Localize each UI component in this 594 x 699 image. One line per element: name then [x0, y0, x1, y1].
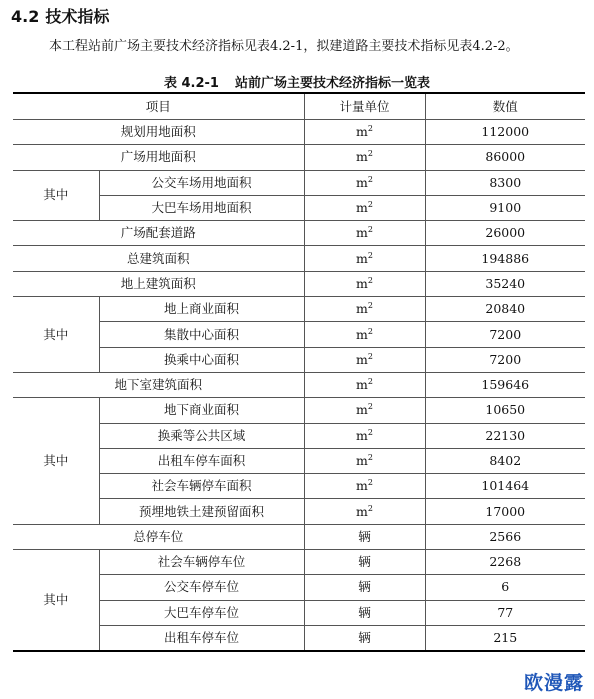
row-item: 预埋地铁土建预留面积	[99, 499, 304, 524]
row-item: 公交车停车位	[99, 575, 304, 600]
table-caption-title: 站前广场主要技术经济指标一览表	[234, 76, 430, 91]
row-unit: $m^2$	[304, 372, 425, 397]
row-unit: $m^2$	[304, 398, 425, 423]
row-item: 地上建筑面积	[13, 271, 304, 296]
row-unit: 辆	[304, 550, 425, 575]
table-row	[13, 625, 585, 651]
row-unit: $m^2$	[304, 322, 425, 347]
tech-indicator-table	[13, 92, 585, 652]
row-item: 总停车位	[13, 524, 304, 549]
row-item: 社会车辆停车位	[99, 550, 304, 575]
table-row	[13, 195, 585, 220]
row-item: 大巴车停车位	[99, 600, 304, 625]
row-item: 出租车停车面积	[99, 448, 304, 473]
row-unit: 辆	[304, 575, 425, 600]
row-value: 159646	[425, 372, 585, 397]
row-item: 地上商业面积	[99, 297, 304, 322]
row-value: 86000	[425, 145, 585, 170]
header-item: 项目	[13, 93, 304, 120]
row-unit: $m^2$	[304, 347, 425, 372]
header-value: 数值	[425, 93, 585, 120]
row-unit: $m^2$	[304, 170, 425, 195]
row-value: 20840	[425, 297, 585, 322]
row-item: 总建筑面积	[13, 246, 304, 271]
table-row	[13, 246, 585, 271]
table-row	[13, 271, 585, 296]
row-unit: $m^2$	[304, 145, 425, 170]
group-label: 其中	[13, 398, 99, 524]
row-value: 2566	[425, 524, 585, 549]
table-row	[13, 145, 585, 170]
watermark-logo: 欧漫露	[522, 668, 586, 695]
row-unit: $m^2$	[304, 297, 425, 322]
table-row	[13, 600, 585, 625]
row-item: 集散中心面积	[99, 322, 304, 347]
row-value: 6	[425, 575, 585, 600]
row-unit: 辆	[304, 524, 425, 549]
row-item: 地下商业面积	[99, 398, 304, 423]
row-value: 35240	[425, 271, 585, 296]
row-unit: $m^2$	[304, 423, 425, 448]
row-value: 10650	[425, 398, 585, 423]
table-row	[13, 524, 585, 549]
section-heading	[11, 4, 109, 27]
table-row	[13, 170, 585, 195]
row-unit: $m^2$	[304, 246, 425, 271]
row-item: 出租车停车位	[99, 625, 304, 651]
intro-paragraph: 本工程站前广场主要技术经济指标见表4.2-1，拟建道路主要技术指标见表4.2-2。	[49, 39, 519, 54]
table-row	[13, 221, 585, 246]
row-value: 101464	[425, 474, 585, 499]
row-value: 112000	[425, 120, 585, 145]
row-item: 换乘中心面积	[99, 347, 304, 372]
table-row	[13, 423, 585, 448]
row-item: 公交车场用地面积	[99, 170, 304, 195]
row-unit: $m^2$	[304, 474, 425, 499]
table-caption-number: 表 4.2-1	[163, 76, 219, 91]
group-label: 其中	[13, 550, 99, 652]
row-unit: $m^2$	[304, 221, 425, 246]
table-row	[13, 120, 585, 145]
row-item: 换乘等公共区域	[99, 423, 304, 448]
row-value: 17000	[425, 499, 585, 524]
row-item: 广场用地面积	[13, 145, 304, 170]
section-title: 技术指标	[45, 7, 110, 26]
row-value: 7200	[425, 322, 585, 347]
row-unit: $m^2$	[304, 499, 425, 524]
row-value: 77	[425, 600, 585, 625]
row-unit: $m^2$	[304, 271, 425, 296]
section-number: 4.2	[11, 7, 40, 26]
table-row	[13, 550, 585, 575]
group-label: 其中	[13, 297, 99, 373]
row-unit: 辆	[304, 625, 425, 651]
table-row	[13, 297, 585, 322]
table-row	[13, 322, 585, 347]
row-value: 7200	[425, 347, 585, 372]
table-row	[13, 499, 585, 524]
row-value: 26000	[425, 221, 585, 246]
row-value: 194886	[425, 246, 585, 271]
group-label: 其中	[13, 170, 99, 221]
table-row	[13, 448, 585, 473]
row-value: 8300	[425, 170, 585, 195]
table-row	[13, 575, 585, 600]
header-unit: 计量单位	[304, 93, 425, 120]
row-value: 8402	[425, 448, 585, 473]
row-item: 大巴车场用地面积	[99, 195, 304, 220]
table-header-row	[13, 93, 585, 120]
row-value: 22130	[425, 423, 585, 448]
row-value: 215	[425, 625, 585, 651]
row-value: 2268	[425, 550, 585, 575]
row-item: 社会车辆停车面积	[99, 474, 304, 499]
table-row	[13, 372, 585, 397]
row-unit: 辆	[304, 600, 425, 625]
row-unit: $m^2$	[304, 195, 425, 220]
row-unit: $m^2$	[304, 448, 425, 473]
table-row	[13, 474, 585, 499]
row-value: 9100	[425, 195, 585, 220]
table-row	[13, 347, 585, 372]
row-unit: $m^2$	[304, 120, 425, 145]
row-item: 广场配套道路	[13, 221, 304, 246]
table-row	[13, 398, 585, 423]
row-item: 规划用地面积	[13, 120, 304, 145]
row-item: 地下室建筑面积	[13, 372, 304, 397]
table-caption	[0, 72, 594, 91]
